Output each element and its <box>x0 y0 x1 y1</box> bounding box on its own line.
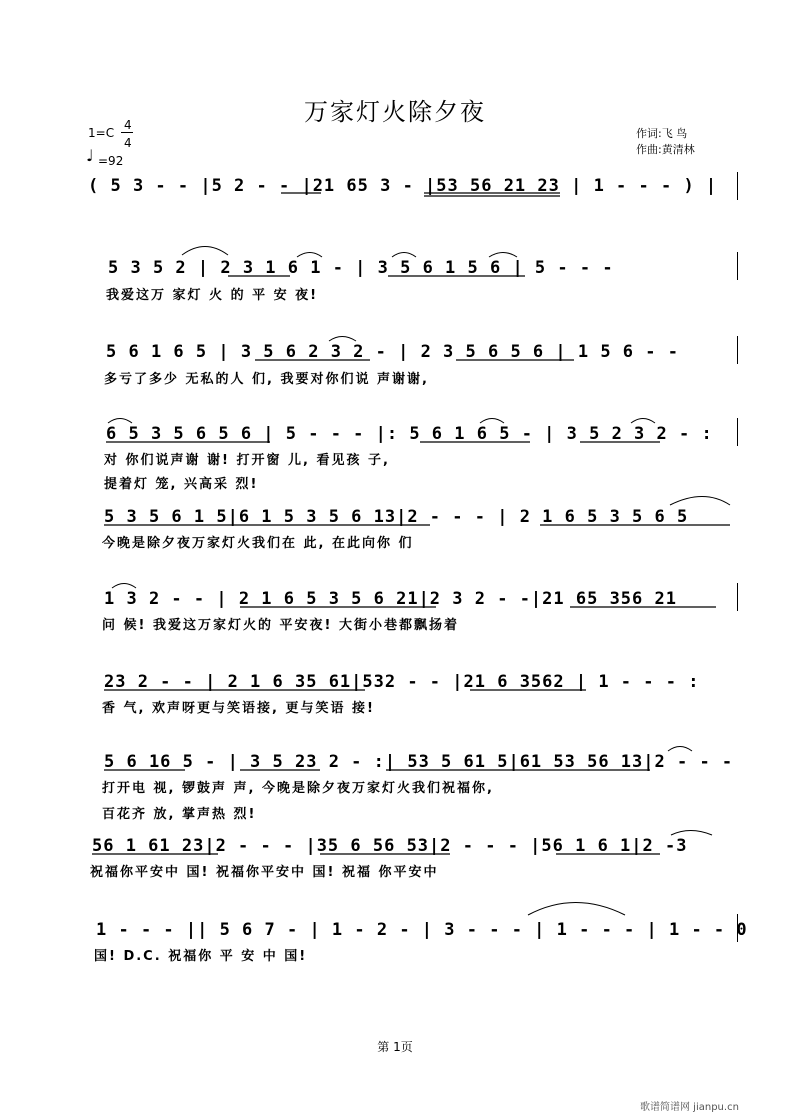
tempo-marking: =92 <box>98 154 124 168</box>
lyrics-row-9: 祝福你平安中 国! 祝福你平安中 国! 祝福 你平安中 <box>90 865 439 880</box>
notes-row-8: 5 6 16 5 - | 3 5 23 2 - :| 53 5 61 5|61 53 56 13|2 - - - <box>104 752 734 772</box>
notes-row-2: 5 3 5 2 | 2 3 1 6 1 - | 3 5 6 1 5 6 | 5 - - - <box>108 258 614 278</box>
lyrics-row-7: 香 气, 欢声呀更与笑语接, 更与笑语 接! <box>102 701 375 716</box>
notes-row-3: 5 6 1 6 5 | 3 5 6 2 3 2 - | 2 3 5 6 5 6 | 1 5 6 - - <box>106 342 679 362</box>
time-signature-top: 4 <box>124 118 132 132</box>
composer-credit: 作曲:黄清林 <box>636 143 695 156</box>
lyrics-row-2: 我爱这万 家灯 火 的 平 安 夜! <box>106 288 319 303</box>
page-title: 万家灯火除夕夜 <box>304 98 486 126</box>
quarter-note-icon: ♩ <box>86 146 94 165</box>
time-signature-bottom: 4 <box>124 136 132 150</box>
lyrics-row-8a: 打开电 视, 锣鼓声 声, 今晚是除夕夜万家灯火我们祝福你, <box>102 781 494 796</box>
key-signature: 1=C <box>88 126 115 140</box>
row-end-barline <box>737 418 738 446</box>
lyrics-row-10: 国! D.C. 祝福你 平 安 中 国! <box>94 949 308 964</box>
lyrics-row-4b: 提着灯 笼, 兴高采 烈! <box>104 477 259 492</box>
lyrics-row-6: 问 候! 我爱这万家灯火的 平安夜! 大街小巷都飘扬着 <box>102 618 459 633</box>
lyrics-row-3: 多亏了多少 无私的人 们, 我要对你们说 声谢谢, <box>104 372 429 387</box>
row-end-barline <box>737 583 738 611</box>
row-end-barline <box>737 252 738 280</box>
lyrics-row-5: 今晚是除夕夜万家灯火我们在 此, 在此向你 们 <box>102 536 414 551</box>
notes-row-1: ( 5 3 - - |5 2 - - |21 65 3 - |53 56 21 23 | 1 - - - ) | <box>88 176 718 196</box>
row-end-barline <box>737 336 738 364</box>
row-end-barline <box>737 172 738 200</box>
notes-row-10: 1 - - - || 5 6 7 - | 1 - 2 - | 3 - - - | 1 - - - | 1 - - 0 <box>96 920 748 940</box>
row-end-barline <box>737 914 738 942</box>
notes-row-5: 5 3 5 6 1 5|6 1 5 3 5 6 13|2 - - - | 2 1 6 5 3 5 6 5 <box>104 507 689 527</box>
page-footer: 第 1页 <box>377 1040 413 1054</box>
notes-row-6: 1 3 2 - - | 2 1 6 5 3 5 6 21|2 3 2 - -|21 65 356 21 <box>104 589 677 609</box>
watermark: 歌谱简谱网 jianpu.cn <box>640 1102 739 1113</box>
lyrics-row-8b: 百花齐 放, 掌声热 烈! <box>102 807 257 822</box>
lyricist-credit: 作词:飞 鸟 <box>636 127 688 140</box>
notes-row-4: 6 5 3 5 6 5 6 | 5 - - - |: 5 6 1 6 5 - | 3 5 2 3 2 - : <box>106 424 713 444</box>
notes-row-7: 23 2 - - | 2 1 6 35 61|532 - - |21 6 3562 | 1 - - - : <box>104 672 700 692</box>
lyrics-row-4a: 对 你们说声谢 谢! 打开窗 儿, 看见孩 子, <box>104 453 390 468</box>
notes-row-9: 56 1 61 23|2 - - - |35 6 56 53|2 - - - |56 1 6 1|2 -3 <box>92 836 688 856</box>
